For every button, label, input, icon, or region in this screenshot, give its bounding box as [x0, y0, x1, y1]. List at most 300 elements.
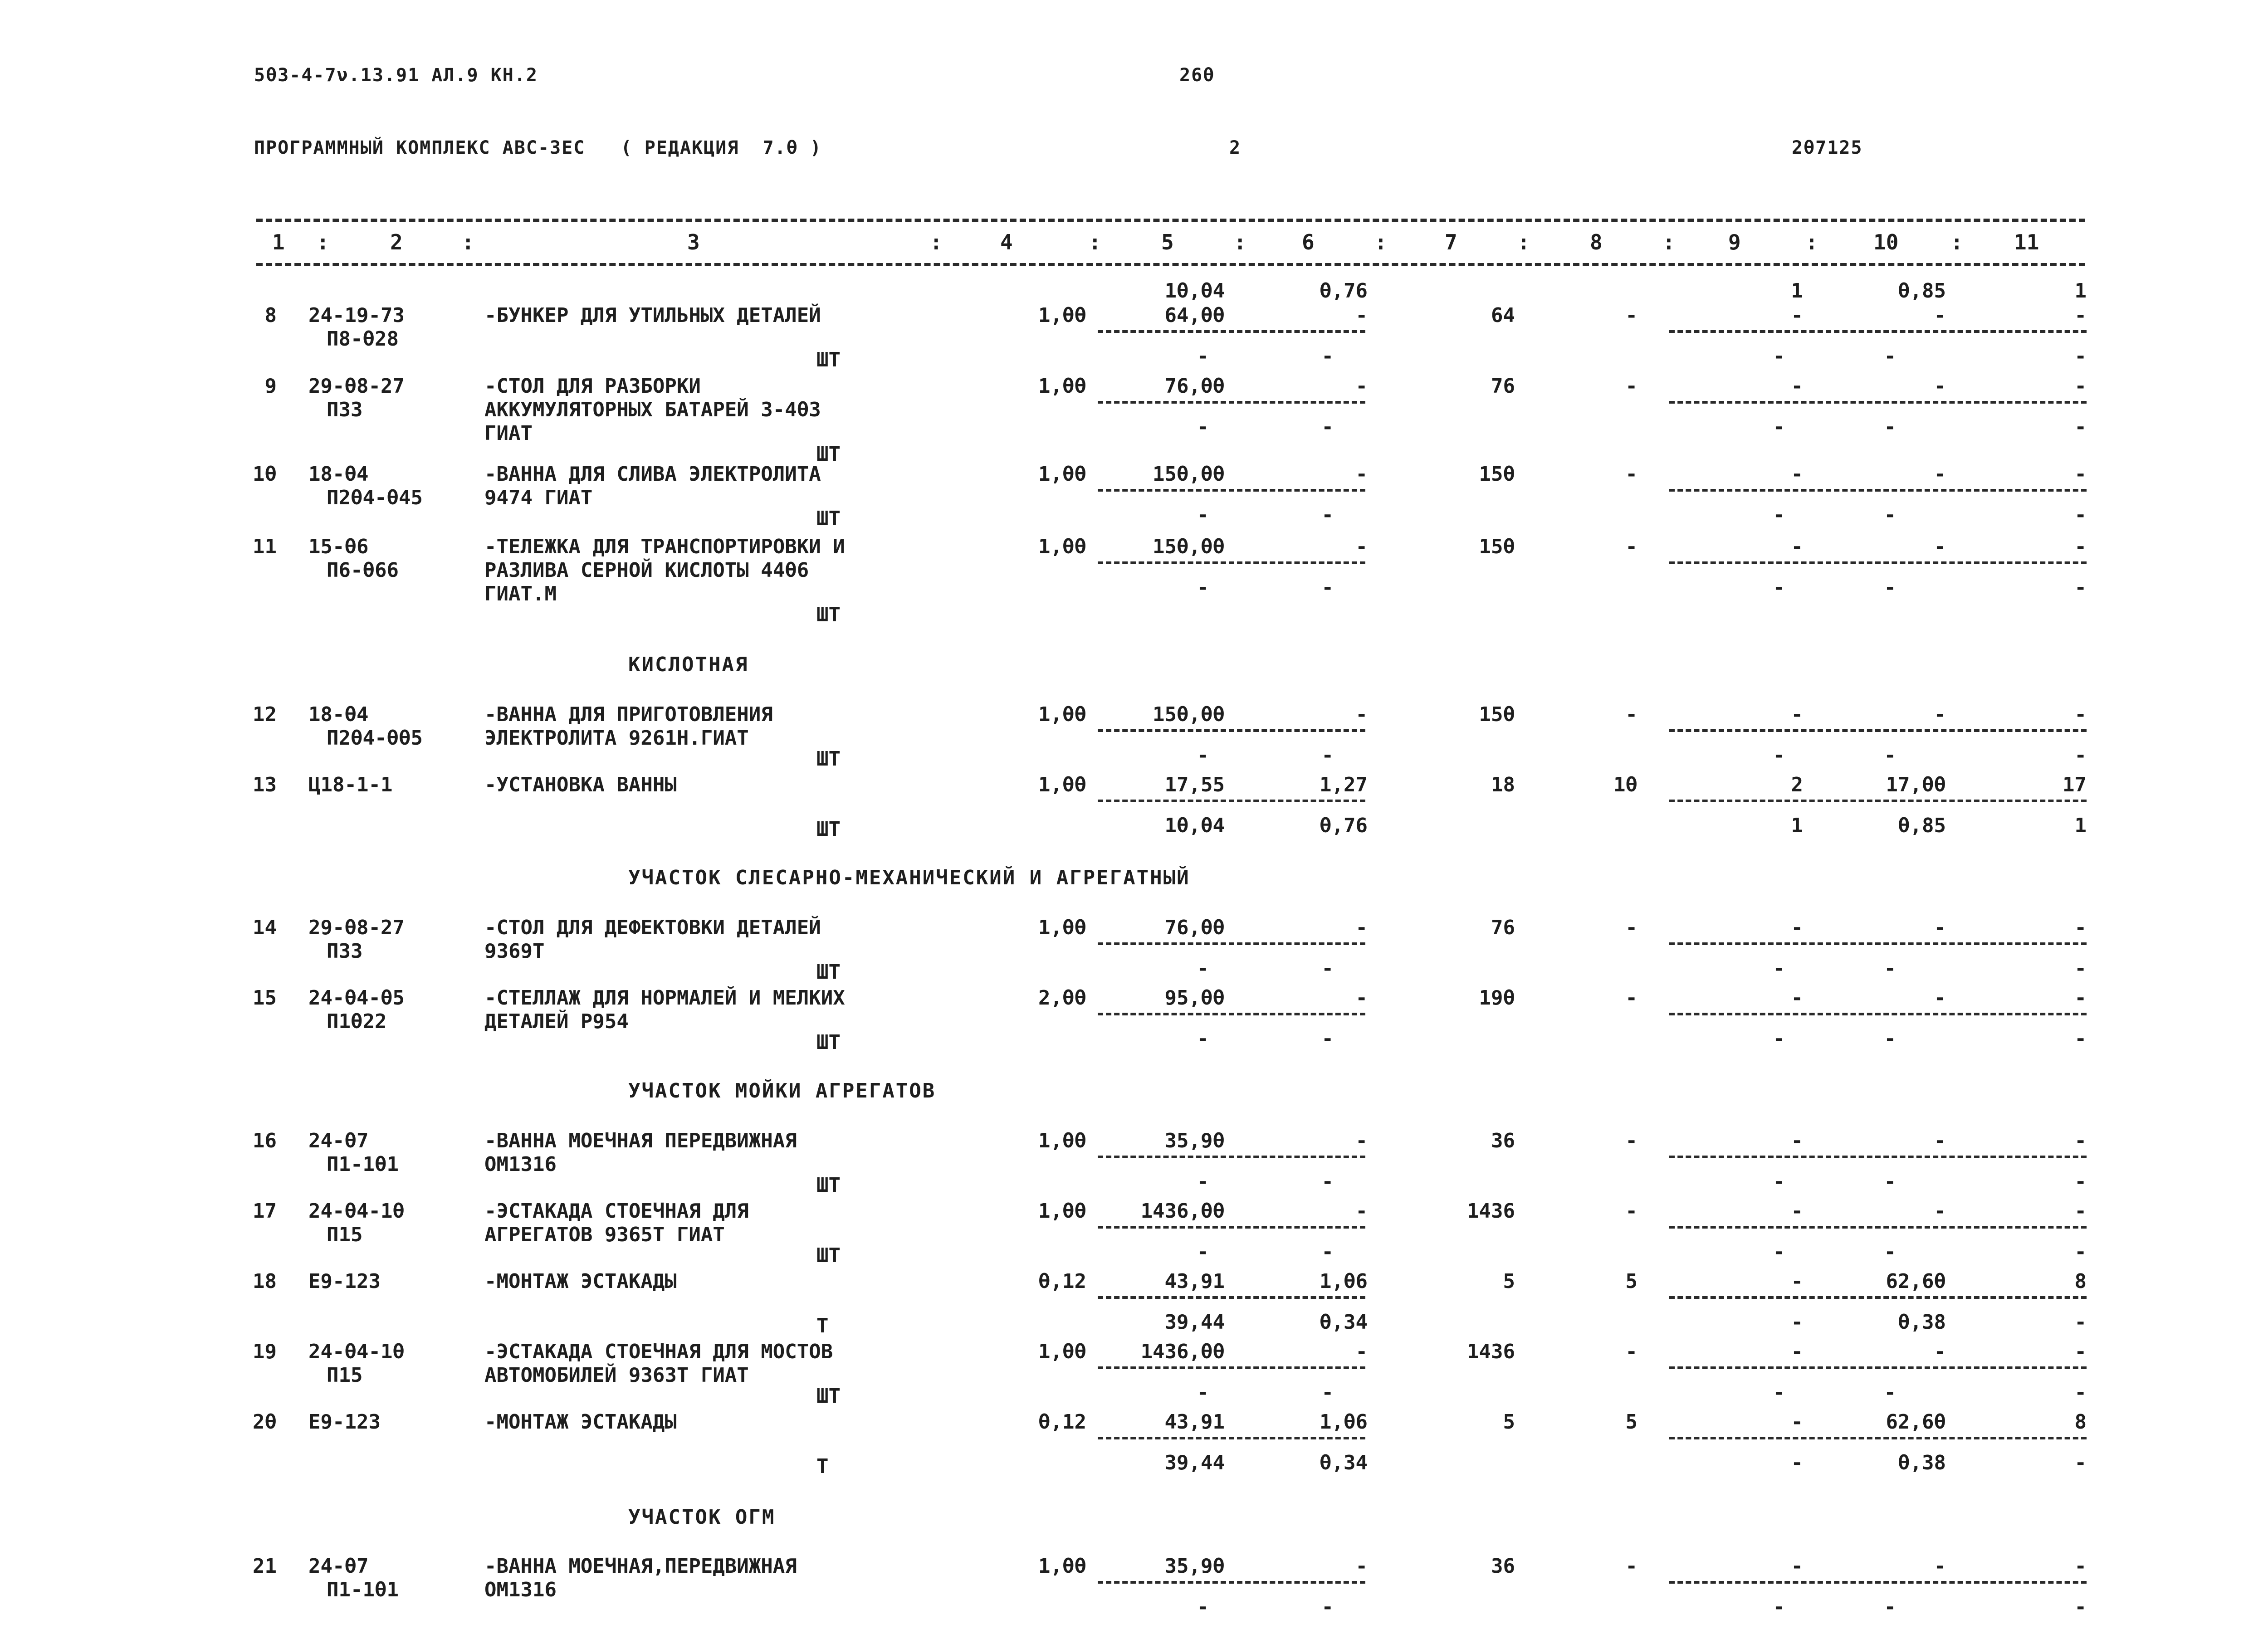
subtotal-col6: θ,76 [1320, 279, 1368, 302]
unit-of-measure: Т [816, 1314, 829, 1337]
placeholder-dash: - [1321, 1170, 1334, 1193]
col8-value: - [1625, 1129, 1637, 1152]
col7-value: 36 [1491, 1555, 1515, 1578]
dashed-rule [1098, 1437, 1365, 1439]
col10-value: - [1934, 703, 1946, 726]
column-separator: : [1234, 230, 1246, 254]
row-code-secondary: П2θ4-θ45 [327, 486, 423, 509]
col5-value: 1436,θθ [1140, 1340, 1225, 1363]
placeholder-dash: - [1197, 345, 1209, 368]
col11-value: - [2074, 986, 2087, 1010]
row-number: 18 [253, 1270, 277, 1293]
subtotal-col9: - [1791, 1311, 1803, 1334]
col10-value: - [1934, 463, 1946, 486]
placeholder-dash: - [1773, 1240, 1785, 1263]
row-name: -БУНКЕР ДЛЯ УТИЛЬНЫХ ДЕТАЛЕЙ [484, 304, 821, 327]
doc-ref: 5θ3-4-7ν.13.91 АЛ.9 КН.2 [254, 65, 538, 86]
row-name: -ВАННА МОЕЧНАЯ,ПЕРЕДВИЖНАЯ [484, 1555, 797, 1578]
placeholder-dash: - [1773, 744, 1785, 767]
dashed-rule [1098, 800, 1365, 802]
col11-value: - [2074, 916, 2087, 939]
section-heading-mechanical: УЧАСТОК СЛЕСАРНО-МЕХАНИЧЕСКИЙ И АГРЕГАТНЫЙ [628, 866, 1190, 889]
dashed-rule [1098, 1366, 1365, 1369]
col4-value: 1,θθ [1038, 375, 1086, 398]
col8-value: - [1625, 1555, 1637, 1578]
dashed-rule [1669, 800, 2087, 802]
row-code: 24-θ4-1θ [308, 1200, 405, 1223]
section-heading-washing: УЧАСТОК МОЙКИ АГРЕГАТОВ [628, 1079, 936, 1102]
placeholder-dash: - [1197, 1381, 1209, 1404]
row-code-secondary: П8-θ28 [327, 327, 399, 351]
row-name: -ЭСТАКАДА СТОЕЧНАЯ ДЛЯ МОСТОВ [484, 1340, 833, 1363]
col9-value: - [1791, 1270, 1803, 1293]
col6-value: - [1355, 304, 1368, 327]
col4-value: 1,θθ [1038, 1340, 1086, 1363]
col10-value: - [1934, 1200, 1946, 1223]
placeholder-dash: - [1321, 1381, 1334, 1404]
unit-of-measure: Т [816, 1455, 829, 1478]
row-code-secondary: П1θ22 [327, 1010, 387, 1033]
col7-value: 15θ [1479, 703, 1515, 726]
program-title: ПРОГРАММНЫЙ КОМПЛЕКС АВС-3ЕС ( РЕДАКЦИЯ 7.θ ) [254, 137, 822, 158]
col7-value: 15θ [1479, 463, 1515, 486]
subtotal-col5: 1θ,θ4 [1164, 814, 1225, 837]
row-name: ОМ1316 [484, 1578, 557, 1601]
subtotal-col10: θ,85 [1898, 279, 1946, 302]
col7-value: 76 [1491, 916, 1515, 939]
placeholder-dash: - [2074, 1381, 2087, 1404]
col11-value: - [2074, 463, 2087, 486]
row-number: 9 [264, 375, 277, 398]
col9-value: - [1791, 916, 1803, 939]
column-header-9: 9 [1728, 230, 1741, 254]
column-header-2: 2 [390, 230, 403, 254]
row-name: -МОНТАЖ ЭСТАКАДЫ [484, 1270, 677, 1293]
col4-value: 1,θθ [1038, 773, 1086, 796]
subtotal-col9: - [1791, 1451, 1803, 1474]
col11-value: 8 [2074, 1270, 2087, 1293]
col9-value: - [1791, 535, 1803, 558]
row-number: 15 [253, 986, 277, 1010]
column-header-11: 11 [2014, 230, 2039, 254]
dashed-rule [1669, 1156, 2087, 1158]
col4-value: θ,12 [1038, 1270, 1086, 1293]
column-header-7: 7 [1445, 230, 1457, 254]
col11-value: - [2074, 1340, 2087, 1363]
column-header-1: 1 [272, 230, 285, 254]
col4-value: 1,θθ [1038, 463, 1086, 486]
dashed-rule [1098, 330, 1365, 333]
row-name: АГРЕГАТОВ 9365Т ГИАТ [484, 1223, 725, 1246]
row-code: 15-θ6 [308, 535, 369, 558]
row-number: 21 [253, 1555, 277, 1578]
col6-value: - [1355, 463, 1368, 486]
placeholder-dash: - [2074, 415, 2087, 439]
column-separator: : [1089, 230, 1101, 254]
placeholder-dash: - [2074, 503, 2087, 527]
row-code: 29-θ8-27 [308, 916, 405, 939]
dashed-rule [1098, 401, 1365, 404]
unit-of-measure: ШТ [816, 507, 841, 530]
col8-value: - [1625, 535, 1637, 558]
row-code: 24-θ7 [308, 1129, 369, 1152]
unit-of-measure: ШТ [816, 961, 841, 984]
column-separator: : [462, 230, 474, 254]
col7-value: 36 [1491, 1129, 1515, 1152]
col9-value: 2 [1791, 773, 1803, 796]
col7-value: 76 [1491, 375, 1515, 398]
col4-value: 1,θθ [1038, 1555, 1086, 1578]
dashed-rule [1098, 489, 1365, 492]
column-separator: : [1517, 230, 1530, 254]
column-header-4: 4 [1000, 230, 1013, 254]
section-heading-ogm: УЧАСТОК ОГМ [628, 1506, 776, 1529]
placeholder-dash: - [1197, 957, 1209, 980]
placeholder-dash: - [2074, 1027, 2087, 1050]
col10-value: 17,θθ [1886, 773, 1946, 796]
unit-of-measure: ШТ [816, 603, 841, 626]
row-name: -ВАННА ДЛЯ ПРИГОТОВЛЕНИЯ [484, 703, 773, 726]
column-separator: : [930, 230, 943, 254]
placeholder-dash: - [1197, 1240, 1209, 1263]
unit-of-measure: ШТ [816, 1031, 841, 1054]
row-code-secondary: П2θ4-θθ5 [327, 727, 423, 750]
col4-value: 1,θθ [1038, 703, 1086, 726]
placeholder-dash: - [1321, 957, 1334, 980]
row-number: 17 [253, 1200, 277, 1223]
row-code: 29-θ8-27 [308, 375, 405, 398]
placeholder-dash: - [1884, 1595, 1896, 1619]
placeholder-dash: - [1884, 576, 1896, 599]
dashed-rule [1098, 729, 1365, 732]
placeholder-dash: - [1321, 1027, 1334, 1050]
col10-value: - [1934, 916, 1946, 939]
placeholder-dash: - [1773, 1027, 1785, 1050]
row-name: -ЭСТАКАДА СТОЕЧНАЯ ДЛЯ [484, 1200, 749, 1223]
col10-value: - [1934, 1129, 1946, 1152]
col6-value: - [1355, 375, 1368, 398]
row-name: -СТОЛ ДЛЯ ДЕФЕКТОВКИ ДЕТАЛЕЙ [484, 916, 821, 939]
dashed-rule [1669, 489, 2087, 492]
col6-value: - [1355, 986, 1368, 1010]
col4-value: 1,θθ [1038, 916, 1086, 939]
dashed-rule [1669, 1581, 2087, 1584]
col7-value: 5 [1503, 1270, 1515, 1293]
row-number: 2θ [253, 1410, 277, 1434]
placeholder-dash: - [1197, 576, 1209, 599]
row-name: -ВАННА МОЕЧНАЯ ПЕРЕДВИЖНАЯ [484, 1129, 797, 1152]
header-rule-top [256, 219, 2085, 222]
placeholder-dash: - [1197, 503, 1209, 527]
col10-value: - [1934, 535, 1946, 558]
row-code: Ц18-1-1 [308, 773, 393, 796]
col10-value: - [1934, 986, 1946, 1010]
dashed-rule [1669, 942, 2087, 945]
col9-value: - [1791, 375, 1803, 398]
dashed-rule [1669, 1296, 2087, 1299]
placeholder-dash: - [1884, 415, 1896, 439]
col11-value: - [2074, 1200, 2087, 1223]
dashed-rule [1669, 1226, 2087, 1229]
subtotal-col11: 1 [2074, 814, 2087, 837]
row-name: ОМ1316 [484, 1153, 557, 1176]
col5-value: 17,55 [1164, 773, 1225, 796]
col11-value: 8 [2074, 1410, 2087, 1434]
col7-value: 1436 [1467, 1340, 1515, 1363]
subtotal-col5: 39,44 [1164, 1451, 1225, 1474]
row-name: -СТОЛ ДЛЯ РАЗБОРКИ [484, 375, 701, 398]
doc-code: 2θ7125 [1792, 137, 1863, 158]
row-name: -СТЕЛЛАЖ ДЛЯ НОРМАЛЕЙ И МЕЛКИХ [484, 986, 845, 1010]
col7-value: 64 [1491, 304, 1515, 327]
column-header-6: 6 [1302, 230, 1315, 254]
row-number: 1θ [253, 463, 277, 486]
col11-value: - [2074, 535, 2087, 558]
placeholder-dash: - [1321, 1240, 1334, 1263]
placeholder-dash: - [1884, 957, 1896, 980]
dashed-rule [1669, 561, 2087, 564]
col4-value: 2,θθ [1038, 986, 1086, 1010]
placeholder-dash: - [1197, 415, 1209, 439]
subtotal-col6: θ,34 [1320, 1451, 1368, 1474]
col9-value: - [1791, 463, 1803, 486]
col10-value: - [1934, 1340, 1946, 1363]
dashed-rule [1098, 1156, 1365, 1158]
col8-value: 5 [1625, 1410, 1637, 1434]
col7-value: 1436 [1467, 1200, 1515, 1223]
unit-of-measure: ШТ [816, 747, 841, 771]
col4-value: 1,θθ [1038, 535, 1086, 558]
col9-value: - [1791, 1555, 1803, 1578]
row-code-secondary: П33 [327, 940, 363, 963]
row-name: АВТОМОБИЛЕЙ 9363Т ГИАТ [484, 1364, 749, 1387]
col8-value: - [1625, 463, 1637, 486]
col8-value: - [1625, 1340, 1637, 1363]
dashed-rule [1098, 942, 1365, 945]
col9-value: - [1791, 1129, 1803, 1152]
col5-value: 64,θθ [1164, 304, 1225, 327]
col6-value: - [1355, 1129, 1368, 1152]
col7-value: 15θ [1479, 535, 1515, 558]
row-code-secondary: П33 [327, 398, 363, 421]
subtotal-col11: 1 [2074, 279, 2087, 302]
row-name: РАЗЛИВА СЕРНОЙ КИСЛОТЫ 44θ6 [484, 559, 809, 582]
row-number: 8 [264, 304, 277, 327]
col6-value: 1,θ6 [1320, 1410, 1368, 1434]
placeholder-dash: - [1773, 1595, 1785, 1619]
col8-value: - [1625, 703, 1637, 726]
dashed-rule [1669, 1366, 2087, 1369]
col6-value: 1,27 [1320, 773, 1368, 796]
unit-of-measure: ШТ [816, 1244, 841, 1267]
col9-value: - [1791, 1200, 1803, 1223]
row-code-secondary: П15 [327, 1364, 363, 1387]
placeholder-dash: - [1773, 1170, 1785, 1193]
col11-value: 17 [2063, 773, 2087, 796]
row-name: 9474 ГИАТ [484, 486, 593, 509]
col6-value: - [1355, 916, 1368, 939]
dashed-rule [1098, 1296, 1365, 1299]
column-header-5: 5 [1161, 230, 1174, 254]
col8-value: - [1625, 986, 1637, 1010]
placeholder-dash: - [2074, 1240, 2087, 1263]
placeholder-dash: - [1321, 744, 1334, 767]
col5-value: 95,θθ [1164, 986, 1225, 1010]
column-separator: : [1805, 230, 1818, 254]
col7-value: 18 [1491, 773, 1515, 796]
subtotal-col6: θ,76 [1320, 814, 1368, 837]
col4-value: θ,12 [1038, 1410, 1086, 1434]
col4-value: 1,θθ [1038, 1200, 1086, 1223]
row-name: ДЕТАЛЕЙ Р954 [484, 1010, 629, 1033]
placeholder-dash: - [2074, 345, 2087, 368]
subtotal-col10: θ,38 [1898, 1451, 1946, 1474]
placeholder-dash: - [1321, 415, 1334, 439]
placeholder-dash: - [1773, 576, 1785, 599]
placeholder-dash: - [1197, 1170, 1209, 1193]
column-header-10: 10 [1873, 230, 1899, 254]
col8-value: - [1625, 1200, 1637, 1223]
col5-value: 15θ,θθ [1153, 703, 1225, 726]
subtotal-col5: 1θ,θ4 [1164, 279, 1225, 302]
subtotal-col10: θ,85 [1898, 814, 1946, 837]
row-code: 24-θ7 [308, 1555, 369, 1578]
placeholder-dash: - [1321, 345, 1334, 368]
col9-value: - [1791, 1410, 1803, 1434]
row-name: 9369Т [484, 940, 545, 963]
placeholder-dash: - [1884, 503, 1896, 527]
placeholder-dash: - [1321, 576, 1334, 599]
placeholder-dash: - [1884, 1381, 1896, 1404]
placeholder-dash: - [1773, 345, 1785, 368]
dashed-rule [1669, 1013, 2087, 1015]
col10-value: - [1934, 375, 1946, 398]
col5-value: 15θ,θθ [1153, 463, 1225, 486]
placeholder-dash: - [1884, 744, 1896, 767]
sheet-number: 2 [1229, 137, 1242, 158]
col10-value: 62,6θ [1886, 1410, 1946, 1434]
subtotal-col9: 1 [1791, 814, 1803, 837]
row-number: 12 [253, 703, 277, 726]
row-code: Е9-123 [308, 1270, 381, 1293]
placeholder-dash: - [2074, 957, 2087, 980]
section-heading-acid: КИСЛОТНАЯ [628, 653, 749, 676]
row-code: Е9-123 [308, 1410, 381, 1434]
page-number: 26θ [1179, 65, 1215, 86]
dashed-rule [1669, 1437, 2087, 1439]
col9-value: - [1791, 986, 1803, 1010]
placeholder-dash: - [1884, 345, 1896, 368]
subtotal-col11: - [2074, 1311, 2087, 1334]
placeholder-dash: - [2074, 1595, 2087, 1619]
placeholder-dash: - [1197, 744, 1209, 767]
placeholder-dash: - [1884, 1240, 1896, 1263]
col6-value: - [1355, 1555, 1368, 1578]
row-code-secondary: П6-θ66 [327, 559, 399, 582]
column-header-8: 8 [1590, 230, 1603, 254]
dashed-rule [1669, 729, 2087, 732]
row-name: ГИАТ [484, 422, 533, 445]
unit-of-measure: ШТ [816, 348, 841, 371]
row-code: 18-θ4 [308, 463, 369, 486]
col6-value: - [1355, 1340, 1368, 1363]
col11-value: - [2074, 1555, 2087, 1578]
col9-value: - [1791, 703, 1803, 726]
placeholder-dash: - [1773, 415, 1785, 439]
col4-value: 1,θθ [1038, 304, 1086, 327]
row-name: -МОНТАЖ ЭСТАКАДЫ [484, 1410, 677, 1434]
col5-value: 35,9θ [1164, 1129, 1225, 1152]
subtotal-col6: θ,34 [1320, 1311, 1368, 1334]
row-number: 11 [253, 535, 277, 558]
col10-value: - [1934, 304, 1946, 327]
col5-value: 35,9θ [1164, 1555, 1225, 1578]
row-name: ГИАТ.М [484, 582, 557, 605]
col7-value: 19θ [1479, 986, 1515, 1010]
column-separator: : [1950, 230, 1963, 254]
row-name: -ТЕЛЕЖКА ДЛЯ ТРАНСПОРТИРОВКИ И [484, 535, 845, 558]
column-separator: : [1374, 230, 1387, 254]
column-separator: : [317, 230, 329, 254]
col11-value: - [2074, 703, 2087, 726]
col5-value: 76,θθ [1164, 916, 1225, 939]
row-number: 19 [253, 1340, 277, 1363]
row-code: 24-θ4-θ5 [308, 986, 405, 1010]
header-rule-bottom [256, 263, 2085, 266]
placeholder-dash: - [2074, 744, 2087, 767]
col9-value: - [1791, 304, 1803, 327]
unit-of-measure: ШТ [816, 1385, 841, 1408]
subtotal-col10: θ,38 [1898, 1311, 1946, 1334]
unit-of-measure: ШТ [816, 443, 841, 466]
subtotal-col11: - [2074, 1451, 2087, 1474]
dashed-rule [1098, 1581, 1365, 1584]
col8-value: - [1625, 375, 1637, 398]
dashed-rule [1669, 330, 2087, 333]
col11-value: - [2074, 304, 2087, 327]
row-code: 18-θ4 [308, 703, 369, 726]
row-name: -УСТАНОВКА ВАННЫ [484, 773, 677, 796]
dashed-rule [1098, 1226, 1365, 1229]
col4-value: 1,θθ [1038, 1129, 1086, 1152]
placeholder-dash: - [1321, 503, 1334, 527]
placeholder-dash: - [2074, 1170, 2087, 1193]
unit-of-measure: ШТ [816, 818, 841, 841]
dashed-rule [1098, 561, 1365, 564]
row-code-secondary: П1-1θ1 [327, 1153, 399, 1176]
row-number: 13 [253, 773, 277, 796]
col5-value: 43,91 [1164, 1410, 1225, 1434]
col8-value: 5 [1625, 1270, 1637, 1293]
row-name: -ВАННА ДЛЯ СЛИВА ЭЛЕКТРОЛИТА [484, 463, 821, 486]
col8-value: - [1625, 304, 1637, 327]
placeholder-dash: - [2074, 576, 2087, 599]
placeholder-dash: - [1773, 957, 1785, 980]
col6-value: 1,θ6 [1320, 1270, 1368, 1293]
row-name: ЭЛЕКТРОЛИТА 9261Н.ГИАТ [484, 727, 749, 750]
col5-value: 76,θθ [1164, 375, 1225, 398]
col8-value: 1θ [1613, 773, 1637, 796]
col6-value: - [1355, 535, 1368, 558]
col11-value: - [2074, 375, 2087, 398]
col5-value: 15θ,θθ [1153, 535, 1225, 558]
row-name: АККУМУЛЯТОРНЫХ БАТАРЕЙ 3-4θ3 [484, 398, 821, 421]
placeholder-dash: - [1773, 1381, 1785, 1404]
placeholder-dash: - [1197, 1595, 1209, 1619]
placeholder-dash: - [1884, 1027, 1896, 1050]
col11-value: - [2074, 1129, 2087, 1152]
row-code-secondary: П15 [327, 1223, 363, 1246]
